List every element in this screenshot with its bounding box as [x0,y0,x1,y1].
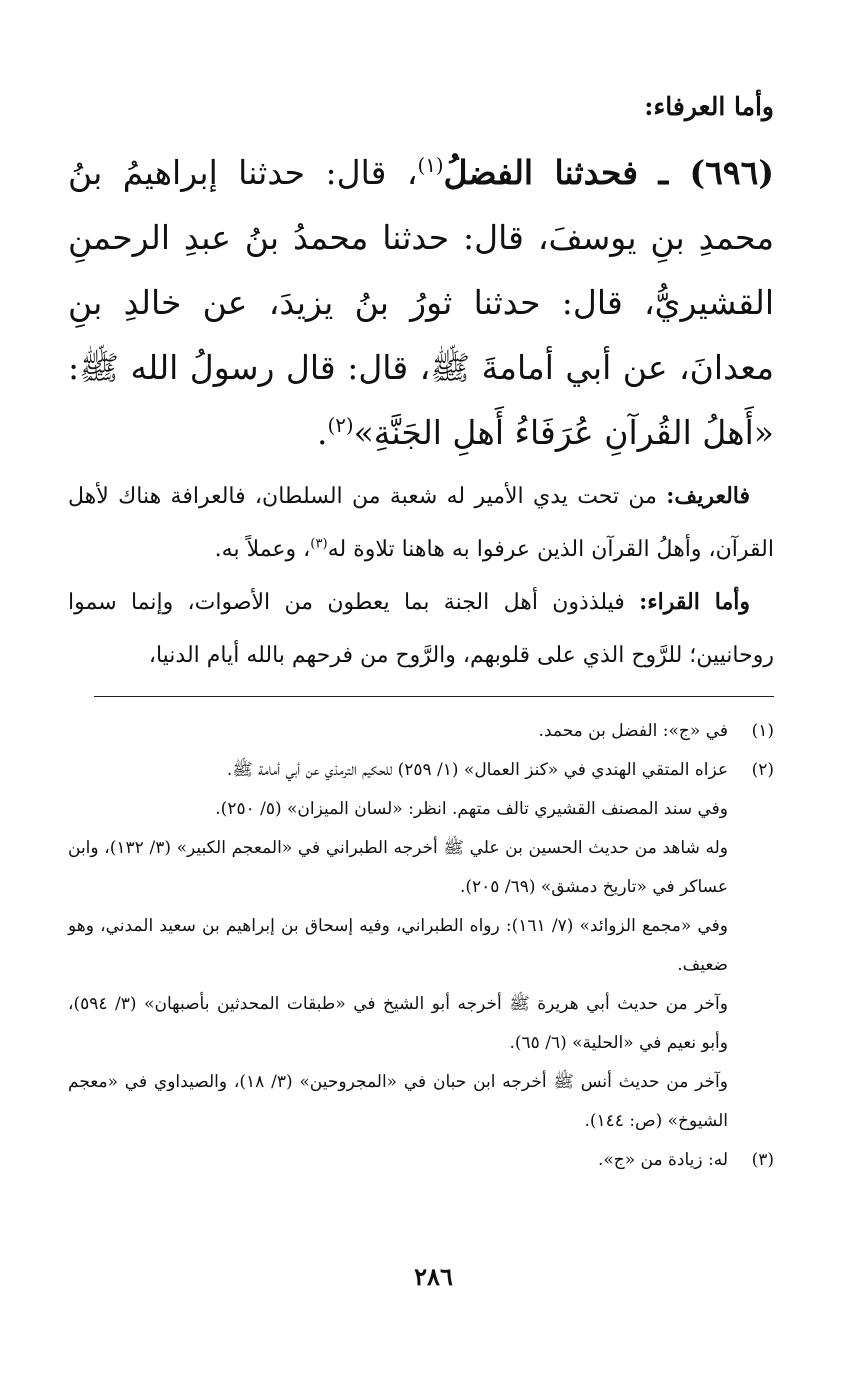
paragraph-text: من تحت يدي الأمير له شعبة من السلطان، فالعرافة هناك لأهل القرآن، وأهلُ القرآن الذين عرفوا به هاهنا تلاوة له [68,484,774,562]
footnote-line: وآخر من حديث أنس ﷺ أخرجه ابن حبان في «المجروحين» (٣/ ١٨)، والصيداوي في «معجم الشيوخ» (ص: ١٤٤). [68,1072,728,1131]
footnote-number: (٢) [751,760,774,780]
footnote-line: وفي «مجمع الزوائد» (٧/ ١٦١): رواه الطبراني، وفيه إسحاق بن إبراهيم بن سعيد المدني، وهو ضعيف. [68,916,728,975]
footnote-line: في «ج»: الفضل بن محمد. [538,721,728,741]
term-label: وأما القراء: [639,589,751,615]
paragraph-text: ، وعملاً به. [214,537,311,562]
paragraph [68,470,774,576]
hadith-number: (٦٩٦) ـ [658,153,774,192]
paragraph-text: فيلذذون أهل الجنة بما يعطون من الأصوات، وإنما سموا روحانيين؛ للرَّوح الذي على قلوبهم، والرَّوح من فرحهم بالله أيام الدنيا، [68,590,774,668]
footnote-ref: (١) [417,154,444,177]
hadith-text-part: . [317,413,328,452]
footnote-line: وله شاهد من حديث الحسين بن علي ﷺ أخرجه الطبراني في «المعجم الكبير» (٣/ ١٣٢)، وابن عساكر في «تاريخ دمشق» (٦٩/ ٢٠٥). [68,838,728,897]
section-heading: وأما العرفاء: [644,92,774,121]
hadith-text-part: فحدثنا الفضلُ [443,153,639,192]
footnote [68,712,774,751]
footnote-line: وفي سند المصنف القشيري تالف متهم. انظر: «لسان الميزان» (٥/ ٢٥٠). [215,799,728,819]
page-number: ٢٨٦ [414,1262,453,1291]
footnote-number: (١) [751,721,774,741]
footnote-line: وآخر من حديث أبي هريرة ﷺ أخرجه أبو الشيخ في «طبقات المحدثين بأصبهان» (٣/ ٥٩٤)، وأبو نعيم في «الحلية» (٦/ ٦٥). [68,994,728,1053]
hadith-text [68,140,774,465]
footnote-ref: (٣) [310,536,328,552]
paragraph [68,576,774,682]
footnotes [68,712,774,1180]
commentary [68,470,774,682]
hadith-text-part: ، قال: حدثنا إبراهيمُ بنُ محمدِ بنِ يوسفَ، قال: حدثنا محمدُ بنُ عبدِ الرحمنِ القشيريُّ، قال: حدثنا ثورُ بنُ يزيدَ، عن خالدِ بنِ معدانَ، عن أبي أمامةَ ﷺ، قال: قال رسولُ الله ﷺ: «أَهلُ القُرآنِ عُرَفَاءُ أَهلِ الجَنَّةِ» [68,153,774,452]
footnote-divider [94,696,774,697]
footnote [68,751,774,1141]
footnote-line: عزاه المتقي الهندي في «كنز العمال» (١/ ٢٥٩) للحكيم الترمذي عن أبي أمامة ﷺ. [226,760,728,780]
term-label: فالعريف: [666,483,750,509]
footnote-line: له: زيادة من «ج». [597,1150,728,1170]
footnote [68,1141,774,1180]
footnote-ref: (٢) [327,414,354,437]
footnote-number: (٣) [751,1150,774,1170]
